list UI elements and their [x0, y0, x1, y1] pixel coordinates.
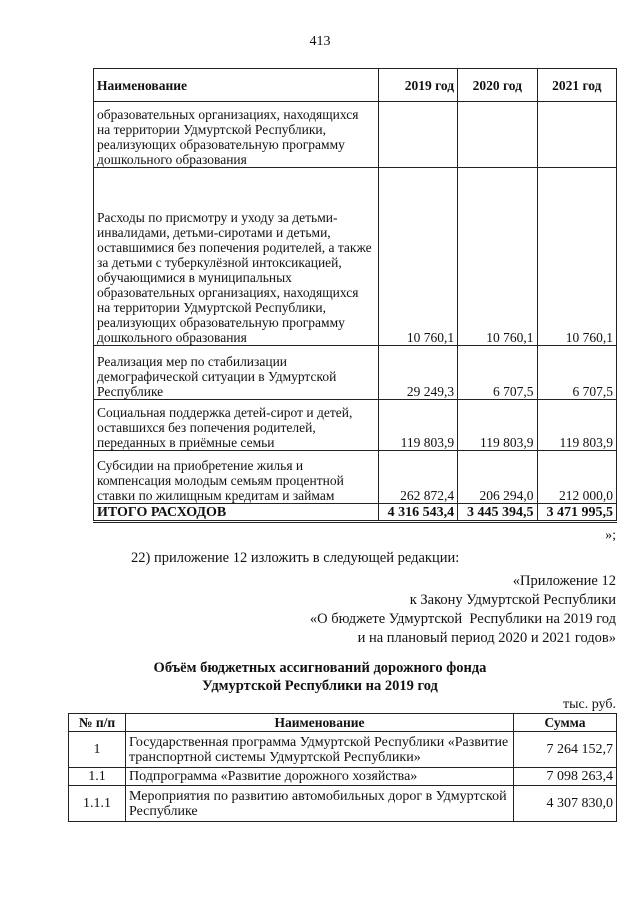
appendix-caption [310, 572, 616, 648]
row-name: Мероприятия по развитию автомобильных дорог в Удмуртской Республике [126, 786, 514, 822]
amendment-paragraph: 22) приложение 12 изложить в следующей редакции: [131, 550, 460, 566]
row-2020: 119 803,9 [458, 400, 537, 451]
header-2020: 2020 год [458, 69, 537, 102]
row-sum: 7 264 152,7 [514, 732, 617, 768]
header-num: № п/п [69, 714, 126, 732]
header-name: Наименование [94, 69, 379, 102]
row-num: 1 [69, 732, 126, 768]
table-row [69, 768, 617, 786]
row-2019: 29 249,3 [378, 346, 457, 400]
heading-line: Удмуртской Республики на 2019 год [202, 678, 438, 694]
row-2019: 262 872,4 [378, 451, 457, 504]
row-name: Расходы по присмотру и уходу за детьми-инвалидами, детьми-сиротами и детьми, оставшимися без попечения родителей, а также за детьми с туберкулёзной интоксикацией, обучающимися в муниципальных образовательных организациях, находящихся на территории Удмуртской Республики, реализующих образовательную программу дошкольного образования [94, 168, 379, 346]
row-2021: 6 707,5 [537, 346, 616, 400]
row-2019: 119 803,9 [378, 400, 457, 451]
table-row [94, 451, 617, 504]
row-name: Подпрограмма «Развитие дорожного хозяйства» [126, 768, 514, 786]
row-2021: 119 803,9 [537, 400, 616, 451]
table-row [94, 102, 617, 168]
appendix-line: «О бюджете Удмуртской Республики на 2019 год [309, 611, 616, 627]
table-header-row [69, 714, 617, 732]
row-num: 1.1.1 [69, 786, 126, 822]
row-2019: 10 760,1 [378, 168, 457, 346]
header-sum: Сумма [514, 714, 617, 732]
row-num: 1.1 [69, 768, 126, 786]
row-2020: 206 294,0 [458, 451, 537, 504]
header-2019: 2019 год [378, 69, 457, 102]
row-2020 [458, 102, 537, 168]
heading-line: Объём бюджетных ассигнований дорожного фонда [153, 660, 487, 676]
section-heading [0, 659, 640, 695]
total-label: ИТОГО РАСХОДОВ [94, 504, 379, 522]
road-fund-table [68, 713, 617, 822]
appendix-line: «Приложение 12 [512, 573, 616, 589]
appendix-line: к Закону Удмуртской Республики [409, 592, 616, 608]
header-name: Наименование [126, 714, 514, 732]
appendix-line: и на плановый период 2020 и 2021 годов» [357, 630, 616, 646]
header-2021: 2021 год [537, 69, 616, 102]
row-2021: 212 000,0 [537, 451, 616, 504]
total-2021: 3 471 995,5 [537, 504, 616, 522]
row-2020: 10 760,1 [458, 168, 537, 346]
row-2020: 6 707,5 [458, 346, 537, 400]
closing-quote: »; [605, 528, 616, 543]
table-row [94, 346, 617, 400]
row-2019 [378, 102, 457, 168]
total-2020: 3 445 394,5 [458, 504, 537, 522]
row-2021: 10 760,1 [537, 168, 616, 346]
table-row [69, 732, 617, 768]
table-row [94, 168, 617, 346]
row-name: Государственная программа Удмуртской Республики «Развитие транспортной системы Удмуртской Республики» [126, 732, 514, 768]
row-2021 [537, 102, 616, 168]
table-row [69, 786, 617, 822]
table-row [94, 400, 617, 451]
unit-label: тыс. руб. [563, 697, 616, 712]
total-2019: 4 316 543,4 [378, 504, 457, 522]
row-name: Реализация мер по стабилизации демографической ситуации в Удмуртской Республике [94, 346, 379, 400]
table-header-row [94, 69, 617, 102]
row-name: Социальная поддержка детей-сирот и детей, оставшихся без попечения родителей, переданных в приёмные семьи [94, 400, 379, 451]
row-name: Субсидии на приобретение жилья и компенсация молодым семьям процентной ставки по жилищным кредитам и займам [94, 451, 379, 504]
expenses-table [93, 68, 617, 523]
page-number: 413 [309, 34, 331, 49]
row-sum: 4 307 830,0 [514, 786, 617, 822]
row-name: образовательных организациях, находящихся на территории Удмуртской Республики, реализующих образовательную программу дошкольного образования [94, 102, 379, 168]
row-sum: 7 098 263,4 [514, 768, 617, 786]
total-row [94, 504, 617, 522]
